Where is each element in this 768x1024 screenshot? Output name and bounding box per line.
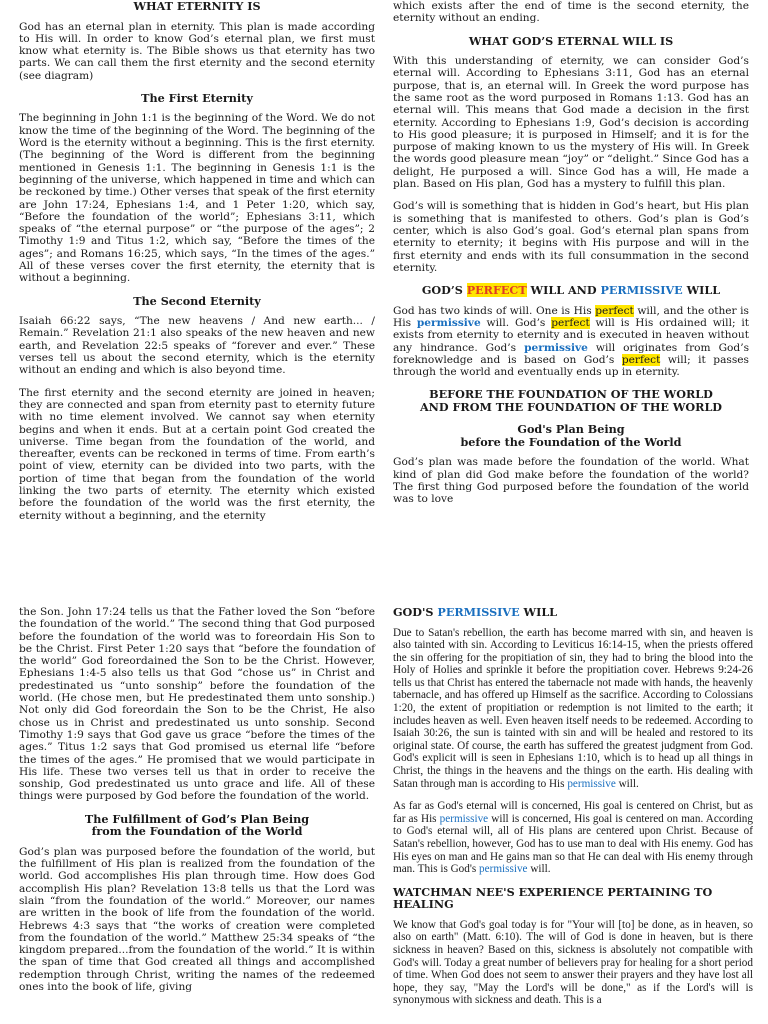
text-run: Due to Satan's rebellion, the earth has become marred with sin, and heaven is also tainted with sin. According to Leviticus 16:14-15, when the priests offered the sin offering for the propitiation of sin, they had to bring the blood into the Holy of Holies and sprinkle it before the propitiation cover. Hebrews 9:24-26 tells us that Christ has entered the tabernacle not made with hands, the heavenly tabernacle, and has offered up Himself as the sacrifice. According to Colossians 1:20, the extent of propitiation or redemption is not limited to the earth; it includes heaven as well. Even heaven itself needs to be redeemed. According to Isaiah 30:26, the sun is tainted with sin and will be healed and restored to its original state. Of course, the earth has suffered the greatest judgment from God. God's explicit will is seen in Ephesians 1:10, which is to head up all things in Christ, the things in the heavens and the things on the earth. His dealing with Satan through man is according to His xyxy=(393,626,753,790)
perfect-highlight: PERFECT xyxy=(466,283,527,298)
heading-perfect-permissive-will xyxy=(393,284,749,297)
paragraph-son: the Son. John 17:24 tells us that the Father loved the Son “before the foundation of the world.” The second thing that God purposed before the foundation of the world was to foreordain His Son to be the Christ. First Peter 1:20 says that “before the foundation of the world” God foreordained the Son to be the Christ. However, Ephesians 1:4-5 also tells us that God “chose us” in Christ and predestinated us “unto sonship” before the foundation of the world. (He chose men, but He predestinated them unto sonship.) Not only did God foreordain the Son to be the Christ, He also chose us in Christ and predestinated us unto sonship. Second Timothy 1:9 says that God gave us grace “before the times of the ages.” Titus 1:2 says that God promised us eternal life “before the times of the ages.” He promised that we would participate in His life. These two verses tell us that in order to receive the sonship, God predestinated us unto grace and life. All of these things were purposed by God before the foundation of the world. xyxy=(19,606,375,803)
permissive-highlight: permissive xyxy=(524,341,588,354)
paragraph-eternities-joined: The first eternity and the second eternity are joined in heaven; they are connected and span from eternity past to eternity future with no time element involved. We cannot say when eternity begins and when it ends. But at a certain point God created the universe. Time began from the foundation of the world, and thereafter, events can be reckoned in terms of time. From earth’s point of view, eternity can be divided into two parts, with the portion of time that began from the foundation of the world linking the two parts of eternity. The eternity which existed before the foundation of the world was the first eternity, the eternity without a beginning, and the eternity xyxy=(19,386,375,522)
permissive-highlight: PERMISSIVE xyxy=(437,606,520,619)
heading-line: from the Foundation of the World xyxy=(91,824,303,839)
heading-fulfillment xyxy=(19,813,375,838)
permissive-highlight: PERMISSIVE xyxy=(600,283,683,298)
heading-first-eternity: The First Eternity xyxy=(141,90,253,105)
heading-line: before the Foundation of the World xyxy=(460,434,682,449)
heading-text: WILL xyxy=(519,606,558,619)
text-run: will, and the other is His xyxy=(393,304,749,329)
heading-permissive-will xyxy=(393,606,753,619)
paragraph-continued: which exists after the end of time is the second eternity, the eternity without an ending. xyxy=(393,0,749,25)
heading-line: The Fulfillment of God’s Plan Being xyxy=(84,811,310,826)
top-right-column xyxy=(393,0,749,516)
heading-text: WILL AND xyxy=(526,283,601,298)
perfect-highlight: perfect xyxy=(551,316,590,329)
text-run: will. God’s xyxy=(480,316,552,329)
page-bottom xyxy=(0,606,768,1024)
text-run: will originates from God’s foreknowledge and is based on God’s xyxy=(393,341,749,366)
heading-watchman-nee: WATCHMAN NEE'S EXPERIENCE PERTAINING TO HEALING xyxy=(393,884,713,912)
heading-what-eternity-is: WHAT ETERNITY IS xyxy=(133,0,261,13)
heading-text: GOD'S xyxy=(393,606,438,619)
text-run: will. xyxy=(527,863,551,876)
heading-line: God's Plan Being xyxy=(517,422,625,437)
perfect-highlight: perfect xyxy=(595,304,634,317)
paragraph-plan: God’s plan was made before the foundation of the world. What kind of plan did God make before the foundation of the world? The first thing God purposed before the foundation of the world was to love xyxy=(393,456,749,506)
paragraph-intro: God has an eternal plan in eternity. This plan is made according to His will. In order to know God’s eternal plan, we first must know what eternity is. The Bible shows us that eternity has two parts. We can call them the first eternity and the second eternity (see diagram) xyxy=(19,20,375,82)
perfect-highlight: perfect xyxy=(621,353,661,366)
permissive-highlight: permissive xyxy=(479,863,528,876)
permissive-highlight: permissive xyxy=(439,812,489,825)
text-run: God has two kinds of will. One is His xyxy=(393,304,596,317)
heading-second-eternity: The Second Eternity xyxy=(133,293,261,308)
text-run: will. xyxy=(615,777,639,790)
permissive-highlight: permissive xyxy=(416,316,481,329)
heading-before-foundation xyxy=(393,388,749,413)
heading-line: AND FROM THE FOUNDATION OF THE WORLD xyxy=(419,399,723,414)
paragraph-eternal-will: With this understanding of eternity, we can consider God’s eternal will. According to Ephesians 3:11, God has an eternal purpose, that is, an eternal will. In Greek the word purpose has the same root as the word purposed in Romans 1:13. God has an eternal will. This means that God made a decision in the first eternity. According to Ephesians 1:9, God’s decision is according to His good pleasure; it is purposed in Himself; and it is for the purpose of making known to us the mystery of His will. In Greek the words good pleasure mean “joy” or “delight.” Since God has a delight, He purposed a will. Since God has a will, He made a plan. Based on His plan, God has a mystery to fulfill this plan. xyxy=(393,55,749,191)
heading-text: WILL xyxy=(682,283,721,298)
permissive-highlight: permissive xyxy=(567,777,616,790)
text-run: will is concerned, His goal is centered on man. According to God's eternal will, all of His plans are centered upon Christ. Because of Satan's rebellion, however, God has to use man to deal with His enemy. God has His eyes on man and He gains man so that He can deal with His enemy through man. This is God's xyxy=(393,812,753,876)
paragraph-will-hidden: God’s will is something that is hidden in God’s heart, but His plan is something that is manifested to others. God’s plan is God’s center, which is also God’s goal. God’s eternal plan spans from eternity to eternity; it begins with His purpose and will in the first eternity and ends with its full consummation in the second eternity. xyxy=(393,200,749,274)
paragraph-second-eternity: Isaiah 66:22 says, “The new heavens / And new earth... / Remain.” Revelation 21:1 also speaks of the new heaven and new earth, and Revelation 22:5 speaks of “forever and ever.” These verses tell us about the second eternity, which is the eternity without an ending and which is also beyond time. xyxy=(19,315,375,377)
heading-eternal-will: WHAT GOD’S ETERNAL WILL IS xyxy=(468,33,674,48)
paragraph-as-far-as xyxy=(393,800,753,876)
text-run: will is His ordained will; it exists from eternity to eternity and is executed in heaven without any hindrance. God’s xyxy=(393,316,749,354)
text-run: As far as God's eternal will is concerned, His goal is centered on Christ, but as far as His xyxy=(393,800,753,825)
paragraph-fulfillment: God’s plan was purposed before the foundation of the world, but the fulfillment of His plan is realized from the foundation of the world. God accomplishes His plan through time. How does God accomplish His plan? Revelation 13:8 tells us that the Lord was slain “from the foundation of the world.” Moreover, our names are written in the book of life from the foundation of the world. Hebrews 4:3 says that “the works of creation were completed from the foundation of the world.” Matthew 25:34 speaks of “the kingdom prepared...from the foundation of the world.” It is within the span of time that God created all things and accomplished redemption through Christ, writing the names of the redeemed ones into the book of life, giving xyxy=(19,845,375,994)
paragraph-two-wills xyxy=(393,305,749,379)
bottom-left-column xyxy=(19,606,375,1003)
paragraph-watchman-nee: We know that God's goal today is for "Your will [to] be done, as in heaven, so also on earth" (Matt. 6:10). The will of God is done in heaven, but is there sickness in heaven? Based on this, sickness is absolutely not compatible with God's will. Today a great number of believers pray for healing for a short period of time. When God does not seem to answer their prayers and they have lost all hope, they say, "May the Lord's will be done," as if the Lord's will is synonymous with sickness and death. This is a xyxy=(393,918,753,1007)
heading-line: BEFORE THE FOUNDATION OF THE WORLD xyxy=(429,387,713,402)
heading-text: GOD’S xyxy=(421,283,467,298)
heading-plan-before-foundation xyxy=(393,423,749,448)
top-left-column xyxy=(19,0,375,532)
paragraph-first-eternity: The beginning in John 1:1 is the beginning of the Word. We do not know the time of the beginning of the Word. The beginning of the Word is the eternity without a beginning. This is the first eternity. (The beginning of the Word is different from the beginning mentioned in Genesis 1:1. The beginning in Genesis 1:1 is the beginning of the universe, which happened in time and which can be reckoned by time.) Other verses that speak of the first eternity are John 17:24, Ephesians 1:4, and 1 Peter 1:20, which say, “Before the foundation of the world”; Ephesians 3:11, which speaks of “the eternal purpose” or “the purpose of the ages”; 2 Timothy 1:9 and Titus 1:2, which say, “Before the times of the ages”; and Romans 16:25, which says, “In the times of the ages.” All of these verses cover the first eternity, the eternity that is without a beginning. xyxy=(19,112,375,285)
bottom-right-column xyxy=(393,606,753,1017)
text-run: will; it passes through the world and eventually ends up in eternity. xyxy=(393,353,749,379)
paragraph-satan-rebellion xyxy=(393,627,753,791)
